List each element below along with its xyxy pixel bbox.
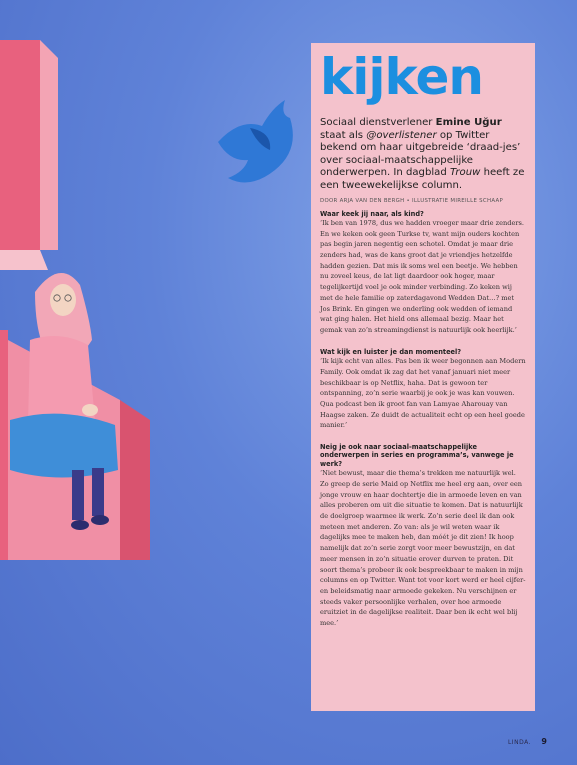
intro-paragraph xyxy=(320,117,526,193)
intro-post: heeft ze een tweewekelijkse column. xyxy=(320,167,525,191)
intro-pre: Sociaal dienstverlener xyxy=(320,117,436,128)
intro-mid1: staat als xyxy=(320,129,367,141)
intro-mid2: op Twitter bekend om haar uitgebreide ‘draad-jes’ over sociaal-maatschappelijke onderwerpen. In dagblad xyxy=(320,129,521,179)
intro-paper: Trouw xyxy=(449,167,481,179)
answer-2: ‘Ik kijk echt van alles. Pas ben ik weer begonnen aan Modern Family. Ook omdat ik zag dat het vanaf januari niet meer beschikbaar is op Netflix, haha. Dat is gewoon ter ontspanning, zo’n serie waarbij je ook je was kan vouwen. Qua podcast ben ik groot fan van Lamyae Aharouay van Haagse zaken. Ze duidt de actualiteit echt op een heel goede manier.’ xyxy=(320,357,526,430)
magazine-logo: LINDA. xyxy=(507,739,531,746)
section-title: kijken xyxy=(320,48,483,106)
question-3: Neig je ook naar sociaal-maatschappelijke onderwerpen in series en programma’s, vanwege je werk? xyxy=(320,443,514,468)
question-1: Waar keek jij naar, als kind? xyxy=(320,209,424,218)
bird-icon xyxy=(218,100,293,183)
intro-name: Emine Uğur xyxy=(435,117,502,128)
intro-handle: @overlistener xyxy=(366,129,437,141)
byline: DOOR ARJA VAN DEN BERGH • ILLUSTRATIE MIREILLE SCHAAP xyxy=(320,197,503,204)
answer-1: ‘Ik ben van 1978, dus we hadden vroeger maar drie zenders. En we keken ook geen Turkse tv, want mijn ouders kochten pas begin jaren negentig een schotel. Omdat je maar drie zenders had, was de kans groot dat je vriendjes hetzelfde hadden gezien. Dat mis ik soms wel een beetje. We hebben nu zoveel keus, de lat ligt daardoor ook hoger, maar tegelijkertijd voel je ook minder verbinding. Zo keken wij met de hele familie op zaterdagavond Wedden Dat…? met Jos Brink. En gingen we onderling ook wedden of iemand wat ging halen. Het hield ons allemaal bezig. Maar het gemak van zo’n streamingdienst is natuurlijk ook heerlijk.’ xyxy=(320,218,525,334)
question-2: Wat kijk en luister je dan momenteel? xyxy=(320,347,462,356)
page-number: 9 xyxy=(541,737,547,746)
answer-3: ‘Niet bewust, maar die thema’s trekken me natuurlijk wel. Zo greep de serie Maid op Netflix me heel erg aan, over een jonge vrouw en haar dochtertje die in armoede leven en van alles proberen om uit die situatie te komen. Dat is natuurlijk de doelgroep waarmee ik werk. Zo’n serie deel ik dan ook meteen met anderen. Zo van: als je wil weten waar ik dagelijks mee te maken heb, dan móét je dit zien! Ik hoop namelijk dat zo’n serie zorgt voor meer bewustzijn, en dat meer mensen in zo’n situatie erover durven te praten. Dit soort thema’s probeer ik ook bespreekbaar te maken in mijn columns en op Twitter. Want tot voor kort werd er heel cijfer- en beleidsmatig naar armoede gekeken. Nu verschijnen er steeds vaker persoonlijke verhalen, over hoe armoede eruitziet in de dagelijkse realiteit. Daar ben ik echt wel blij mee.’ xyxy=(320,469,526,628)
article-panel xyxy=(311,43,535,711)
